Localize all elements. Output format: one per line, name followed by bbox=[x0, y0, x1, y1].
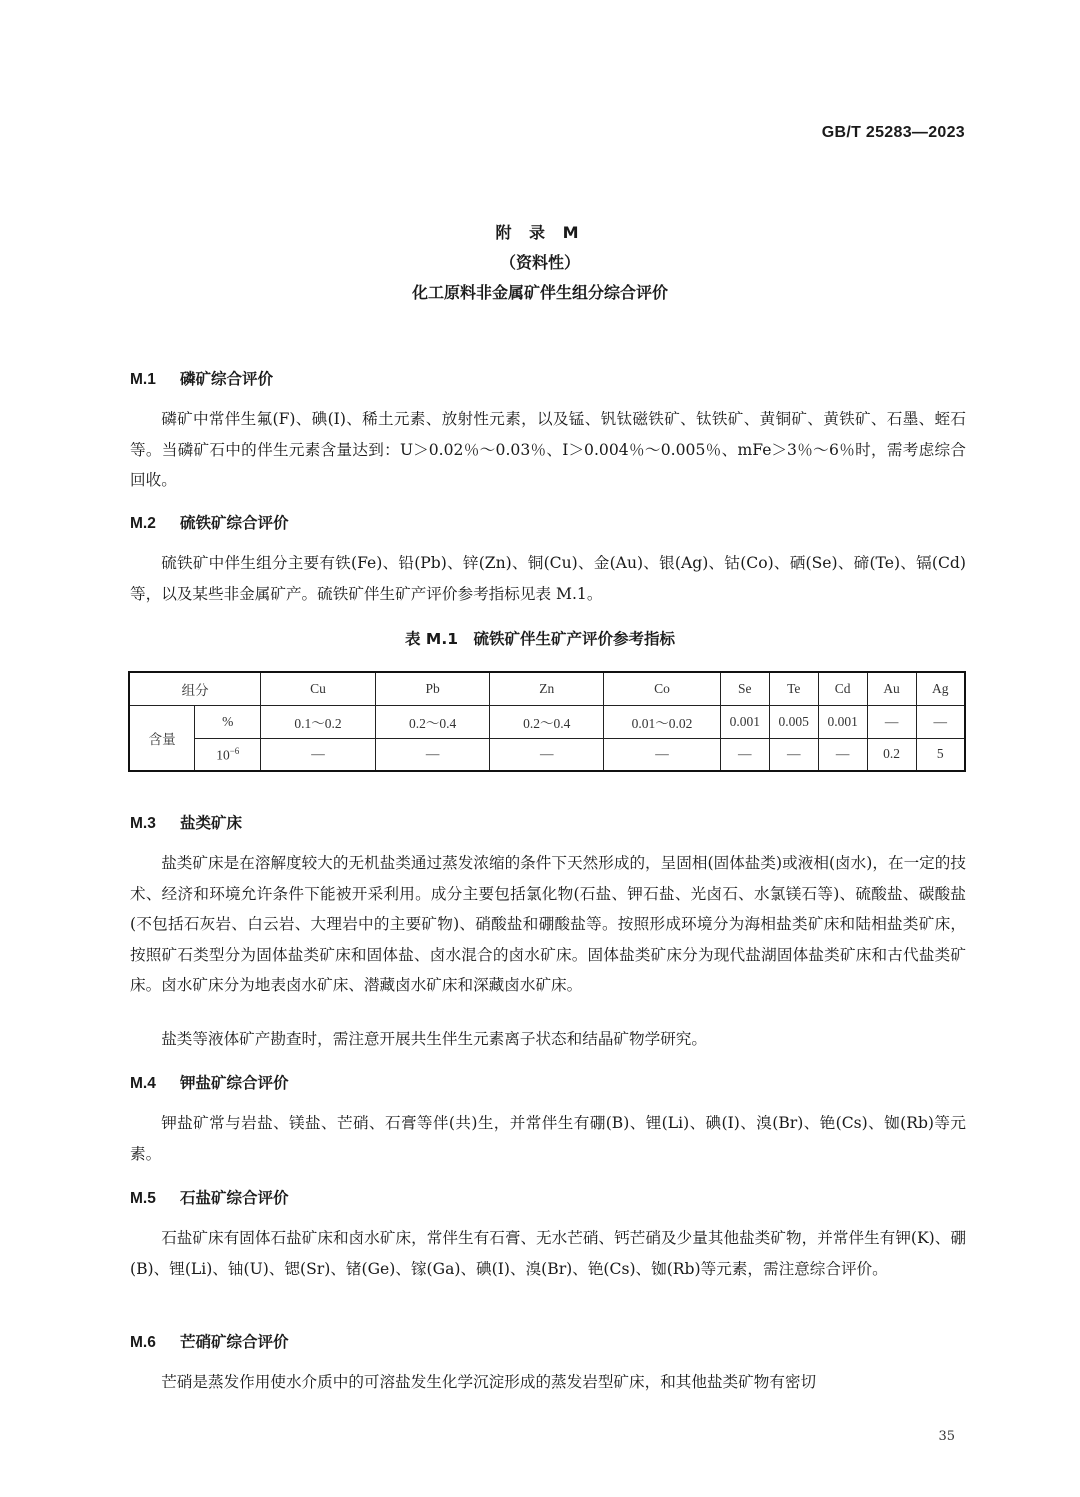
table-cell: 5 bbox=[916, 738, 965, 771]
standard-code: GB/T 25283—2023 bbox=[821, 124, 965, 141]
header-label-cell: 组分 bbox=[129, 672, 261, 705]
table-cell: — bbox=[261, 738, 376, 771]
column-header: Te bbox=[769, 672, 818, 705]
table-cell: — bbox=[720, 738, 769, 771]
section-title: 磷矿综合评价 bbox=[180, 370, 274, 388]
column-header: Cu bbox=[261, 672, 376, 705]
table-cell: — bbox=[604, 738, 721, 771]
section-number: M.1 bbox=[130, 371, 156, 388]
page-number: 35 bbox=[938, 1429, 955, 1444]
paragraph-m1: 磷矿中常伴生氟(F)、碘(I)、稀土元素、放射性元素，以及锰、钒钛磁铁矿、钛铁矿、黄铜矿、黄铁矿、石墨、蛭石等。当磷矿石中的伴生元素含量达到：U＞0.02％～0.03％、I＞0.004％～0.005％、mFe＞3％～6％时，需考虑综合回收。 bbox=[130, 410, 966, 489]
paragraph-m3: 盐类矿床是在溶解度较大的无机盐类通过蒸发浓缩的条件下天然形成的，呈固相(固体盐类)或液相(卤水)，在一定的技术、经济和环境允许条件下能被开采利用。成分主要包括氯化物(石盐、钾石盐、光卤石、水氯镁石等)、硫酸盐、碳酸盐(不包括石灰岩、白云岩、大理岩中的主要矿物)、硝酸盐和硼酸盐等。按照形成环境分为海相盐类矿床和陆相盐类矿床，按照矿石类型分为固体盐类矿床和固体盐、卤水混合的卤水矿床。固体盐类矿床分为现代盐湖固体盐类矿床和古代盐类矿床。卤水矿床分为地表卤水矿床、潜藏卤水矿床和深藏卤水矿床。 bbox=[130, 854, 966, 994]
section-title: 钾盐矿综合评价 bbox=[180, 1074, 289, 1092]
section-title: 盐类矿床 bbox=[180, 814, 243, 832]
column-header: Pb bbox=[375, 672, 490, 705]
table-cell: 0.1～0.2 bbox=[261, 705, 376, 738]
section-heading-m1 bbox=[130, 367, 273, 389]
section-number: M.2 bbox=[130, 515, 156, 532]
section-number: M.5 bbox=[130, 1190, 156, 1207]
section-title: 石盐矿综合评价 bbox=[180, 1189, 289, 1207]
paragraph-m4: 钾盐矿常与岩盐、镁盐、芒硝、石膏等伴(共)生，并常伴生有硼(B)、锂(Li)、碘(I)、溴(Br)、铯(Cs)、铷(Rb)等元素。 bbox=[130, 1114, 966, 1163]
annex-nature: （资料性） bbox=[499, 253, 580, 272]
unit-exponent: −6 bbox=[229, 745, 240, 756]
section-heading-m5 bbox=[130, 1186, 289, 1208]
table-cell: 0.001 bbox=[818, 705, 867, 738]
section-number: M.6 bbox=[130, 1334, 156, 1351]
table-cell: 0.005 bbox=[769, 705, 818, 738]
row-label-cell: 含量 bbox=[129, 705, 195, 771]
table-row bbox=[129, 705, 965, 738]
table-caption: 表 M.1 硫铁矿伴生矿产评价参考指标 bbox=[405, 630, 675, 648]
column-header: Co bbox=[604, 672, 721, 705]
table-cell: — bbox=[916, 705, 965, 738]
column-header: Se bbox=[720, 672, 769, 705]
section-heading-m3 bbox=[130, 811, 242, 833]
table-cell: 0.2～0.4 bbox=[375, 705, 490, 738]
table-cell: 0.2 bbox=[867, 738, 916, 771]
column-header: Ag bbox=[916, 672, 965, 705]
annex-title: 附 录 M bbox=[495, 223, 585, 242]
section-title: 芒硝矿综合评价 bbox=[180, 1333, 289, 1351]
unit-base: 10 bbox=[216, 747, 230, 762]
paragraph-m5: 石盐矿床有固体石盐矿床和卤水矿床，常伴生有石膏、无水芒硝、钙芒硝及少量其他盐类矿物，并常伴生有钾(K)、硼(B)、锂(Li)、铀(U)、锶(Sr)、锗(Ge)、镓(Ga)、碘(I)、溴(Br)、铯(Cs)、铷(Rb)等元素，需注意综合评价。 bbox=[130, 1229, 966, 1278]
column-header: Zn bbox=[490, 672, 604, 705]
section-number: M.4 bbox=[130, 1075, 156, 1092]
table-cell: 0.001 bbox=[720, 705, 769, 738]
unit-cell bbox=[195, 738, 261, 771]
table-cell: — bbox=[818, 738, 867, 771]
column-header: Au bbox=[867, 672, 916, 705]
paragraph-m6: 芒硝是蒸发作用使水介质中的可溶盐发生化学沉淀形成的蒸发岩型矿床，和其他盐类矿物有密切 bbox=[161, 1373, 817, 1391]
paragraph-m3-note: 盐类等液体矿产勘查时，需注意开展共生伴生元素离子状态和结晶矿物学研究。 bbox=[161, 1030, 707, 1048]
column-header: Cd bbox=[818, 672, 867, 705]
table-header-row bbox=[129, 672, 965, 705]
table-cell: — bbox=[490, 738, 604, 771]
table-cell: — bbox=[867, 705, 916, 738]
table-cell: — bbox=[375, 738, 490, 771]
section-title: 硫铁矿综合评价 bbox=[180, 514, 289, 532]
section-heading-m2 bbox=[130, 511, 289, 533]
unit-cell: % bbox=[195, 705, 261, 738]
table-cell: 0.2～0.4 bbox=[490, 705, 604, 738]
paragraph-m2: 硫铁矿中伴生组分主要有铁(Fe)、铅(Pb)、锌(Zn)、铜(Cu)、金(Au)、银(Ag)、钴(Co)、硒(Se)、碲(Te)、镉(Cd)等，以及某些非金属矿产。硫铁矿伴生矿产评价参考指标见表 M.1。 bbox=[130, 554, 966, 603]
section-heading-m6 bbox=[130, 1330, 289, 1352]
annex-name: 化工原料非金属矿伴生组分综合评价 bbox=[411, 283, 668, 302]
table-cell: — bbox=[769, 738, 818, 771]
section-heading-m4 bbox=[130, 1071, 289, 1093]
section-number: M.3 bbox=[130, 815, 156, 832]
table-cell: 0.01～0.02 bbox=[604, 705, 721, 738]
indicator-table bbox=[128, 671, 966, 772]
table-row bbox=[129, 738, 965, 771]
